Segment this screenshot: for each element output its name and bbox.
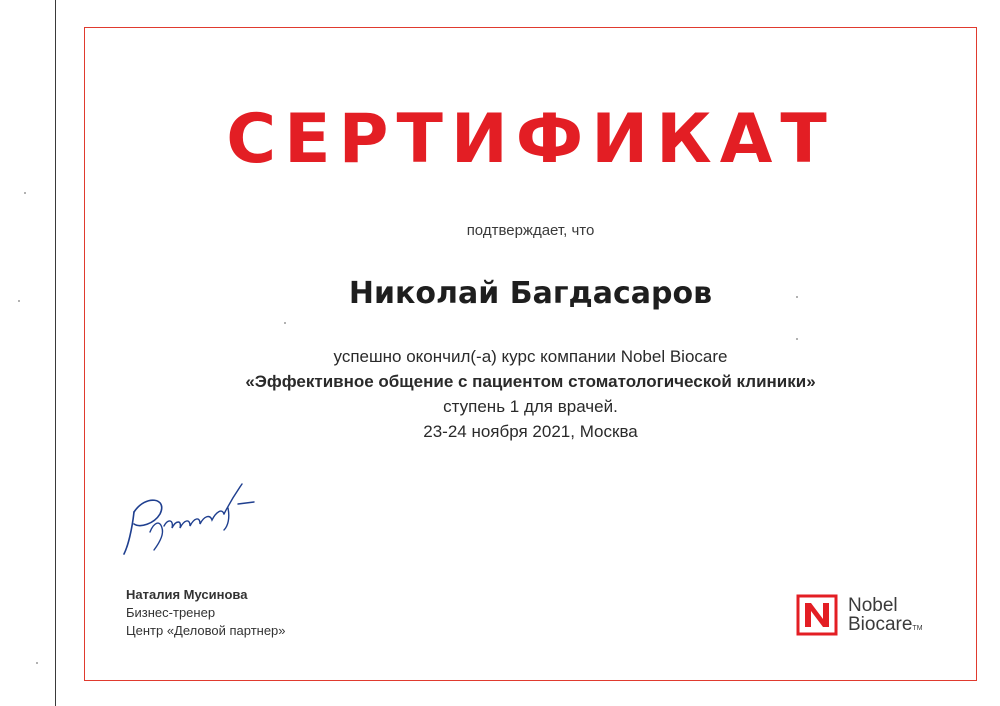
date-place: 23-24 ноября 2021, Москва xyxy=(423,422,638,441)
course-intro-line: успешно окончил(-а) курс компании Nobel Biocare xyxy=(333,347,728,366)
scan-speck xyxy=(796,296,798,298)
nobel-biocare-n-icon xyxy=(796,594,838,636)
scan-speck xyxy=(36,662,38,664)
signer-org: Центр «Деловой партнер» xyxy=(126,623,286,638)
logo-word-nobel: Nobel xyxy=(848,595,898,616)
logo-wordmark xyxy=(848,596,923,638)
scan-edge-line xyxy=(55,0,56,706)
logo-word-biocare-line xyxy=(848,615,923,638)
logo-word-biocare: Biocare xyxy=(848,614,913,635)
signer-role: Бизнес-тренер xyxy=(126,605,216,620)
nobel-biocare-logo xyxy=(796,592,946,638)
scan-speck xyxy=(18,300,20,302)
recipient-name: Николай Багдасаров xyxy=(348,276,713,311)
certificate-title: СЕРТИФИКАТ xyxy=(226,100,835,179)
signer-name: Наталия Мусинова xyxy=(126,587,248,602)
scan-speck xyxy=(284,322,286,324)
scan-speck xyxy=(796,338,798,340)
course-level: ступень 1 для врачей. xyxy=(443,397,618,416)
certificate-body xyxy=(84,344,977,444)
confirms-text: подтверждает, что xyxy=(466,222,595,239)
signature-image xyxy=(120,472,270,562)
signer-block xyxy=(126,586,286,640)
scan-speck xyxy=(24,192,26,194)
course-title: «Эффективное общение с пациентом стоматологической клиники» xyxy=(245,372,816,391)
logo-trademark: TM xyxy=(912,625,923,632)
